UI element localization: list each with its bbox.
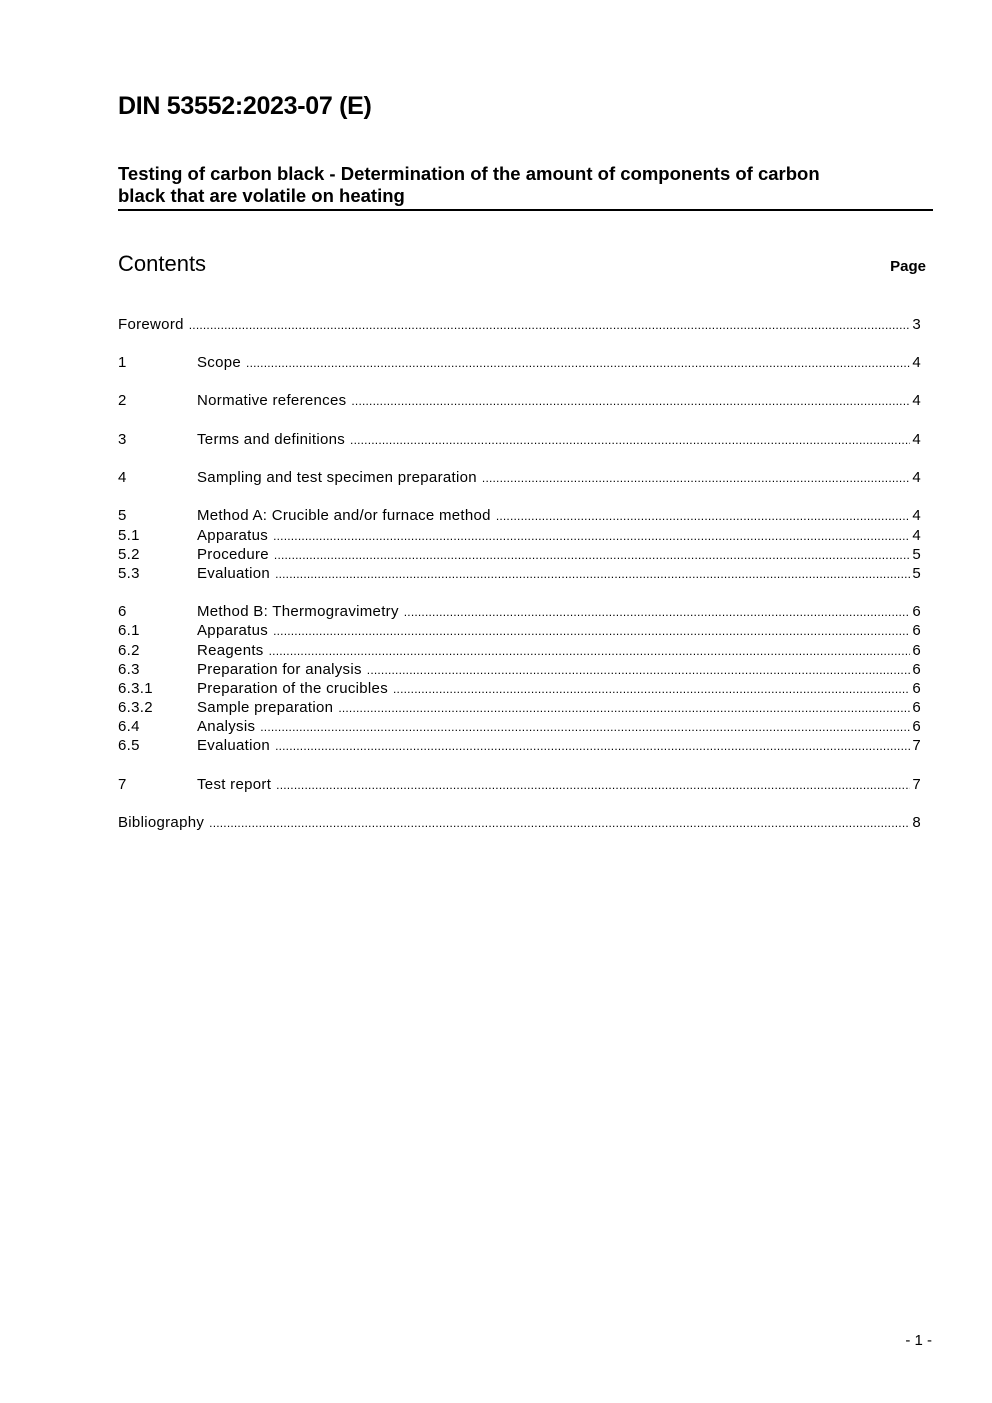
- toc-leader-dots: [273, 529, 910, 543]
- toc-entry-title: Sample preparation: [197, 699, 334, 716]
- toc-leader-dots: [351, 394, 910, 408]
- toc-entry-normative-references[interactable]: [118, 392, 921, 411]
- toc-entry-page: 8: [912, 814, 921, 831]
- toc-entry-title: Reagents: [197, 642, 264, 659]
- toc-entry-number: 5: [118, 507, 127, 524]
- toc-entry-page: 4: [912, 507, 921, 524]
- toc-entry-6-3-2-sample-preparation[interactable]: [118, 699, 921, 718]
- toc-entry-title: Evaluation: [197, 737, 271, 754]
- toc-entry-title: Foreword: [118, 316, 184, 333]
- toc-leader-dots: [367, 663, 911, 677]
- toc-entry-6-4-analysis[interactable]: [118, 718, 921, 737]
- toc-entry-title: Normative references: [197, 392, 347, 409]
- toc-entry-page: 4: [912, 469, 921, 486]
- toc-leader-dots: [269, 644, 911, 658]
- toc-entry-title: Analysis: [197, 718, 256, 735]
- toc-entry-number: 6.3.2: [118, 699, 153, 716]
- toc-entry-page: 7: [912, 737, 921, 754]
- toc-leader-dots: [482, 471, 910, 485]
- toc-leader-dots: [275, 739, 910, 753]
- toc-entry-6-1-apparatus[interactable]: [118, 622, 921, 641]
- toc-leader-dots: [496, 509, 911, 523]
- toc-entry-6-3-preparation[interactable]: [118, 661, 921, 680]
- toc-entry-number: 6: [118, 603, 127, 620]
- toc-entry-page: 4: [912, 431, 921, 448]
- toc-entry-number: 1: [118, 354, 127, 371]
- toc-entry-page: 4: [912, 392, 921, 409]
- document-title: [118, 163, 933, 211]
- toc-entry-5-2-procedure[interactable]: [118, 546, 921, 565]
- toc-entry-bibliography[interactable]: [118, 814, 921, 833]
- toc-entry-number: 5.3: [118, 565, 140, 582]
- toc-leader-dots: [338, 701, 910, 715]
- toc-entry-title: Test report: [197, 776, 272, 793]
- contents-heading: Contents: [118, 251, 207, 276]
- toc-entry-number: 6.5: [118, 737, 140, 754]
- document-id: DIN 53552:2023-07 (E): [118, 92, 372, 120]
- toc-entry-5-1-apparatus[interactable]: [118, 527, 921, 546]
- page-number: - 1 -: [905, 1332, 932, 1349]
- toc-entry-method-a[interactable]: [118, 507, 921, 526]
- document-title-line-2: black that are volatile on heating: [118, 185, 405, 206]
- toc-leader-dots: [350, 433, 910, 447]
- toc-leader-dots: [209, 816, 910, 830]
- toc-leader-dots: [189, 318, 911, 332]
- toc-entry-page: 3: [912, 316, 921, 333]
- toc-entry-number: 5.2: [118, 546, 140, 563]
- toc-entry-title: Apparatus: [197, 622, 269, 639]
- toc-entry-terms-and-definitions[interactable]: [118, 431, 921, 450]
- toc-entry-title: Terms and definitions: [197, 431, 346, 448]
- toc-entry-title: Preparation for analysis: [197, 661, 362, 678]
- toc-entry-title: Method A: Crucible and/or furnace method: [197, 507, 491, 524]
- toc-entry-number: 6.2: [118, 642, 140, 659]
- toc-leader-dots: [273, 624, 910, 638]
- toc-leader-dots: [404, 605, 911, 619]
- toc-entry-5-3-evaluation[interactable]: [118, 565, 921, 584]
- toc-leader-dots: [274, 548, 910, 562]
- toc-leader-dots: [393, 682, 910, 696]
- toc-entry-page: 6: [912, 661, 921, 678]
- toc-entry-foreword[interactable]: [118, 316, 921, 335]
- toc-entry-page: 5: [912, 565, 921, 582]
- toc-entry-number: 6.4: [118, 718, 140, 735]
- toc-entry-number: 5.1: [118, 527, 140, 544]
- toc-entry-page: 7: [912, 776, 921, 793]
- toc-entry-title: Preparation of the crucibles: [197, 680, 388, 697]
- toc-entry-scope[interactable]: [118, 354, 921, 373]
- toc-entry-6-3-1-crucibles[interactable]: [118, 680, 921, 699]
- toc-entry-page: 6: [912, 699, 921, 716]
- toc-entry-page: 6: [912, 622, 921, 639]
- toc-entry-number: 7: [118, 776, 127, 793]
- page-column-label: Page: [890, 258, 926, 275]
- toc-leader-dots: [275, 567, 910, 581]
- toc-entry-6-5-evaluation[interactable]: [118, 737, 921, 756]
- toc-entry-page: 6: [912, 718, 921, 735]
- toc-entry-test-report[interactable]: [118, 776, 921, 795]
- document-title-line-1: Testing of carbon black - Determination of the amount of components of carbon: [118, 163, 820, 184]
- toc-entry-number: 3: [118, 431, 127, 448]
- toc-entry-page: 5: [912, 546, 921, 563]
- toc-entry-sampling[interactable]: [118, 469, 921, 488]
- toc-entry-number: 6.3: [118, 661, 140, 678]
- toc-entry-title: Scope: [197, 354, 242, 371]
- toc-entry-title: Evaluation: [197, 565, 271, 582]
- toc-leader-dots: [260, 720, 910, 734]
- toc-entry-title: Apparatus: [197, 527, 269, 544]
- toc-entry-number: 6.3.1: [118, 680, 153, 697]
- toc-leader-dots: [246, 356, 910, 370]
- toc-entry-number: 2: [118, 392, 127, 409]
- toc-entry-number: 6.1: [118, 622, 140, 639]
- toc-entry-page: 6: [912, 642, 921, 659]
- toc-entry-6-2-reagents[interactable]: [118, 642, 921, 661]
- toc-entry-number: 4: [118, 469, 127, 486]
- toc-entry-page: 4: [912, 527, 921, 544]
- toc-entry-method-b[interactable]: [118, 603, 921, 622]
- toc-entry-page: 4: [912, 354, 921, 371]
- toc-entry-page: 6: [912, 680, 921, 697]
- toc-leader-dots: [276, 778, 910, 792]
- toc-entry-title: Sampling and test specimen preparation: [197, 469, 477, 486]
- toc-entry-title: Procedure: [197, 546, 269, 563]
- toc-entry-title: Method B: Thermogravimetry: [197, 603, 399, 620]
- toc-entry-title: Bibliography: [118, 814, 205, 831]
- toc-entry-page: 6: [912, 603, 921, 620]
